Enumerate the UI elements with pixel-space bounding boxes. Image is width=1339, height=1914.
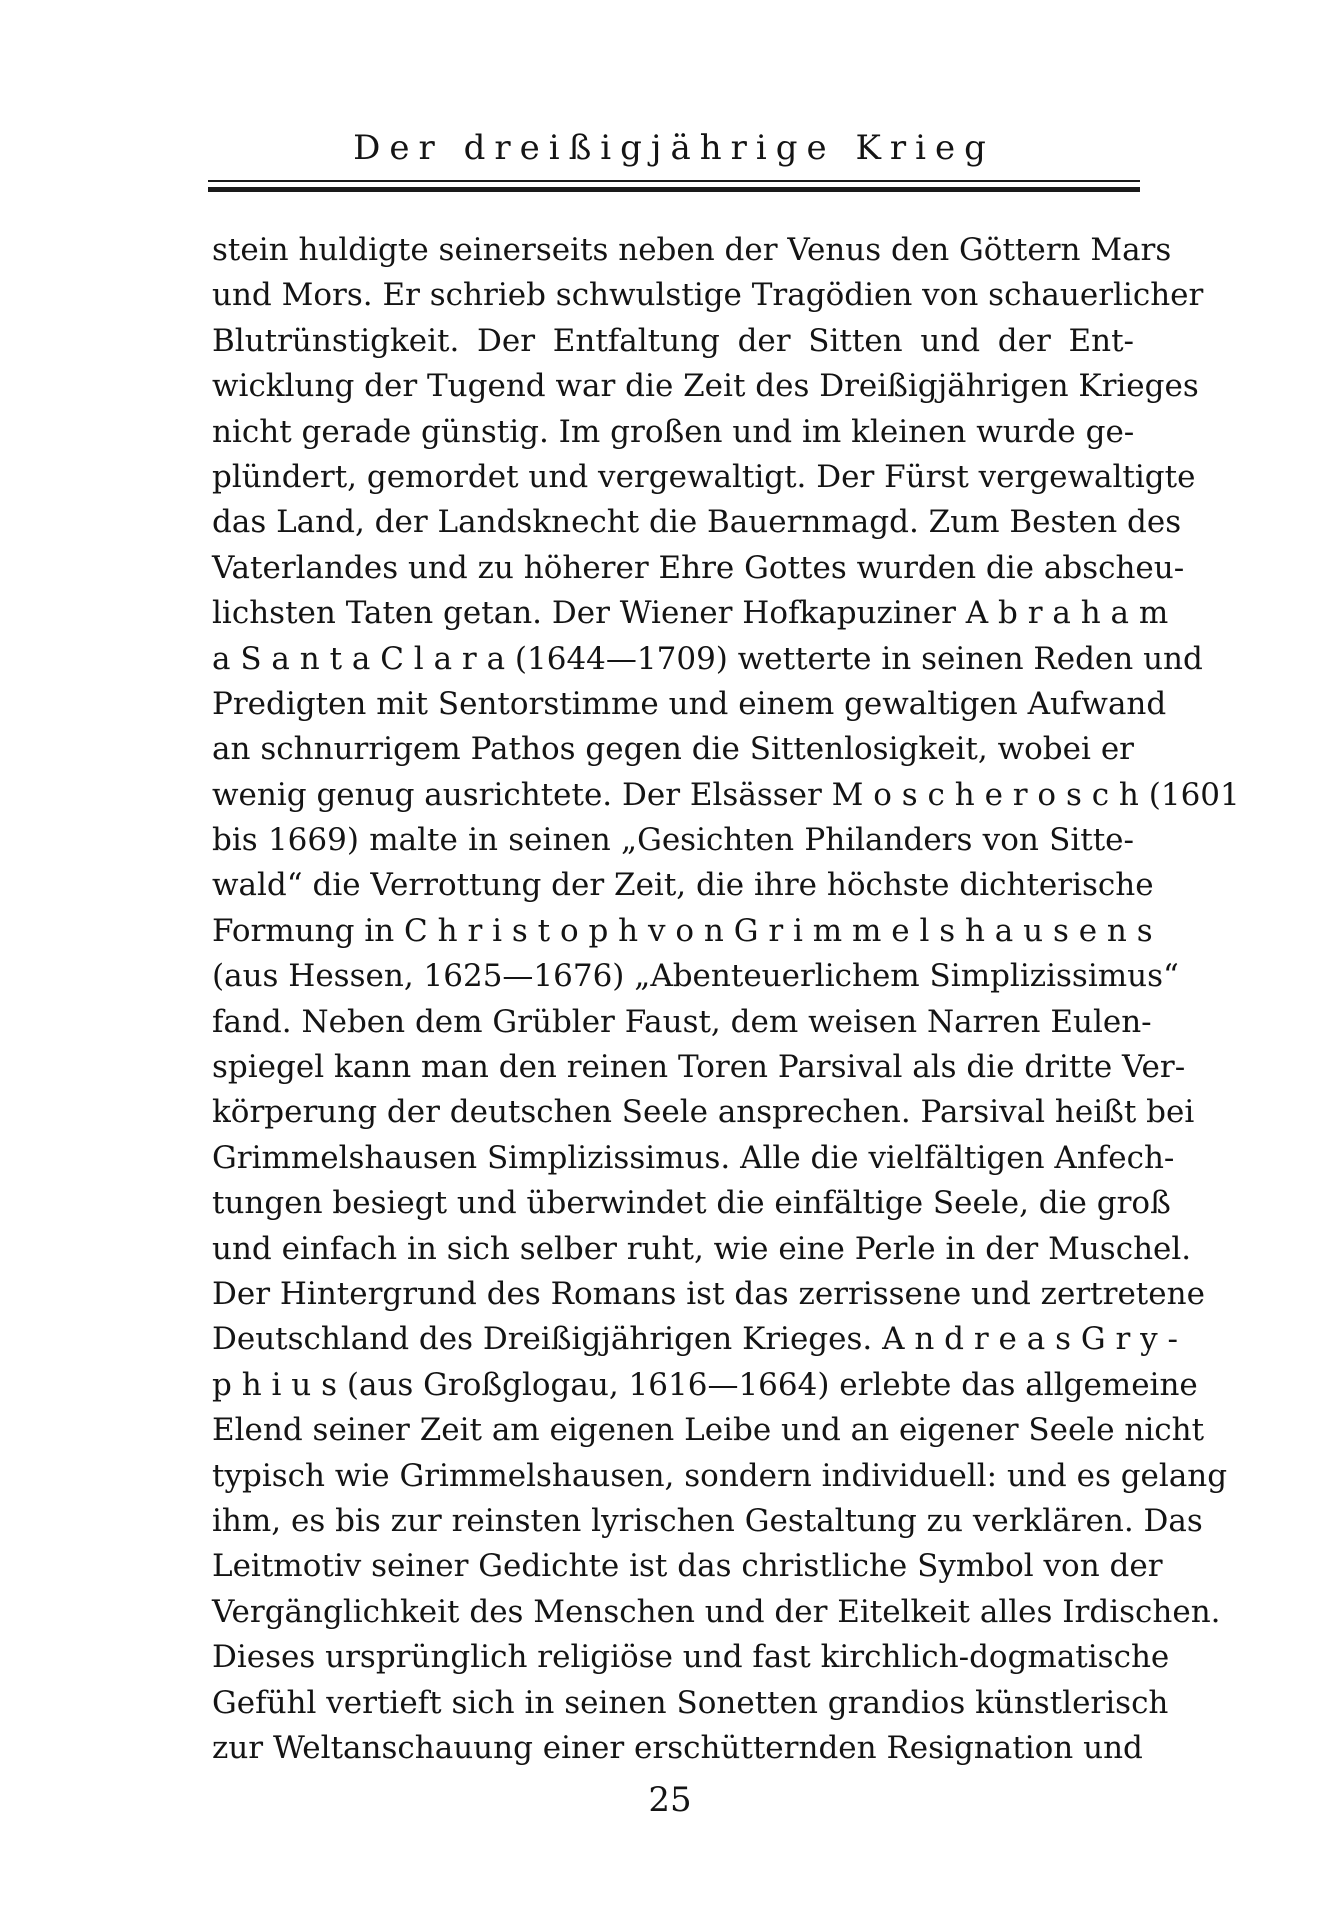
text-line: typisch wie Grimmelshausen, sondern individuell: und es gelang [212,1457,1228,1494]
text-line: an schnurrigem Pathos gegen die Sittenlosigkeit, wobei er [212,731,1134,768]
text-line: a S a n t a C l a r a (1644—1709) wetterte in seinen Reden und [212,640,1203,677]
text-line: wenig genug ausrichtete. Der Elsässer M o s c h e r o s c h (1601 [212,776,1240,813]
text-line: spiegel kann man den reinen Toren Parsival als die dritte Ver- [212,1049,1186,1086]
text-line: Grimmelshausen Simplizissimus. Alle die vielfältigen Anfech- [212,1139,1175,1176]
text-line: Elend seiner Zeit am eigenen Leibe und an eigener Seele nicht [212,1412,1205,1449]
text-line: (aus Hessen, 1625—1676) „Abenteuerlichem Simplizissimus“ [212,958,1179,995]
text-line: stein huldigte seinerseits neben der Venus den Göttern Mars [212,232,1172,268]
header-rule-thick [208,187,1140,192]
text-line: wicklung der Tugend war die Zeit des Dreißigjährigen Krieges [212,368,1199,405]
text-line: Dieses ursprünglich religiöse und fast kirchlich-dogmatische [212,1639,1170,1676]
text-line: nicht gerade günstig. Im großen und im kleinen wurde ge- [212,413,1135,450]
text-line: Gefühl vertieft sich in seinen Sonetten grandios künstlerisch [212,1684,1169,1721]
text-line: lichsten Taten getan. Der Wiener Hofkapuziner A b r a h a m [212,595,1169,632]
text-line: tungen besiegt und überwindet die einfältige Seele, die groß [212,1185,1171,1222]
text-line: Predigten mit Sentorstimme und einem gewaltigen Aufwand [212,685,1167,722]
text-line: ihm, es bis zur reinsten lyrischen Gestaltung zu verklären. Das [212,1502,1203,1539]
text-line: bis 1669) malte in seinen „Gesichten Philanders von Sitte- [212,822,1134,859]
text-line: wald“ die Verrottung der Zeit, die ihre höchste dichterische [212,867,1154,904]
text-line: Blutrünstigkeit. Der Entfaltung der Sitten und der Ent- [212,322,1134,359]
running-head: Der dreißigjährige Krieg [353,128,995,168]
header-rule-thin [208,180,1140,182]
text-line: p h i u s (aus Großglogau, 1616—1664) erlebte das allgemeine [212,1366,1198,1403]
text-line: Deutschland des Dreißigjährigen Krieges. A n d r e a s G r y - [212,1321,1178,1358]
body-text [212,228,1240,1771]
text-line: Leitmotiv seiner Gedichte ist das christliche Symbol von der [212,1548,1163,1585]
text-line: körperung der deutschen Seele ansprechen. Parsival heißt bei [212,1094,1195,1131]
text-line: Der Hintergrund des Romans ist das zerrissene und zertretene [212,1275,1205,1312]
text-line: zur Weltanschauung einer erschütternden Resignation und [212,1729,1143,1766]
text-line: und Mors. Er schrieb schwulstige Tragödien von schauerlicher [212,277,1204,314]
page-number: 25 [648,1780,692,1820]
text-line: das Land, der Landsknecht die Bauernmagd. Zum Besten des [212,504,1182,541]
text-line: Vergänglichkeit des Menschen und der Eitelkeit alles Irdischen. [212,1593,1221,1630]
text-line: Vaterlandes und zu höherer Ehre Gottes wurden die abscheu- [212,549,1185,586]
text-line: Formung in C h r i s t o p h v o n G r i m m e l s h a u s e n s [212,912,1153,949]
text-line: fand. Neben dem Grübler Faust, dem weisen Narren Eulen- [212,1003,1152,1040]
text-line: und einfach in sich selber ruht, wie eine Perle in der Muschel. [212,1230,1192,1267]
text-line: plündert, gemordet und vergewaltigt. Der Fürst vergewaltigte [212,458,1196,495]
